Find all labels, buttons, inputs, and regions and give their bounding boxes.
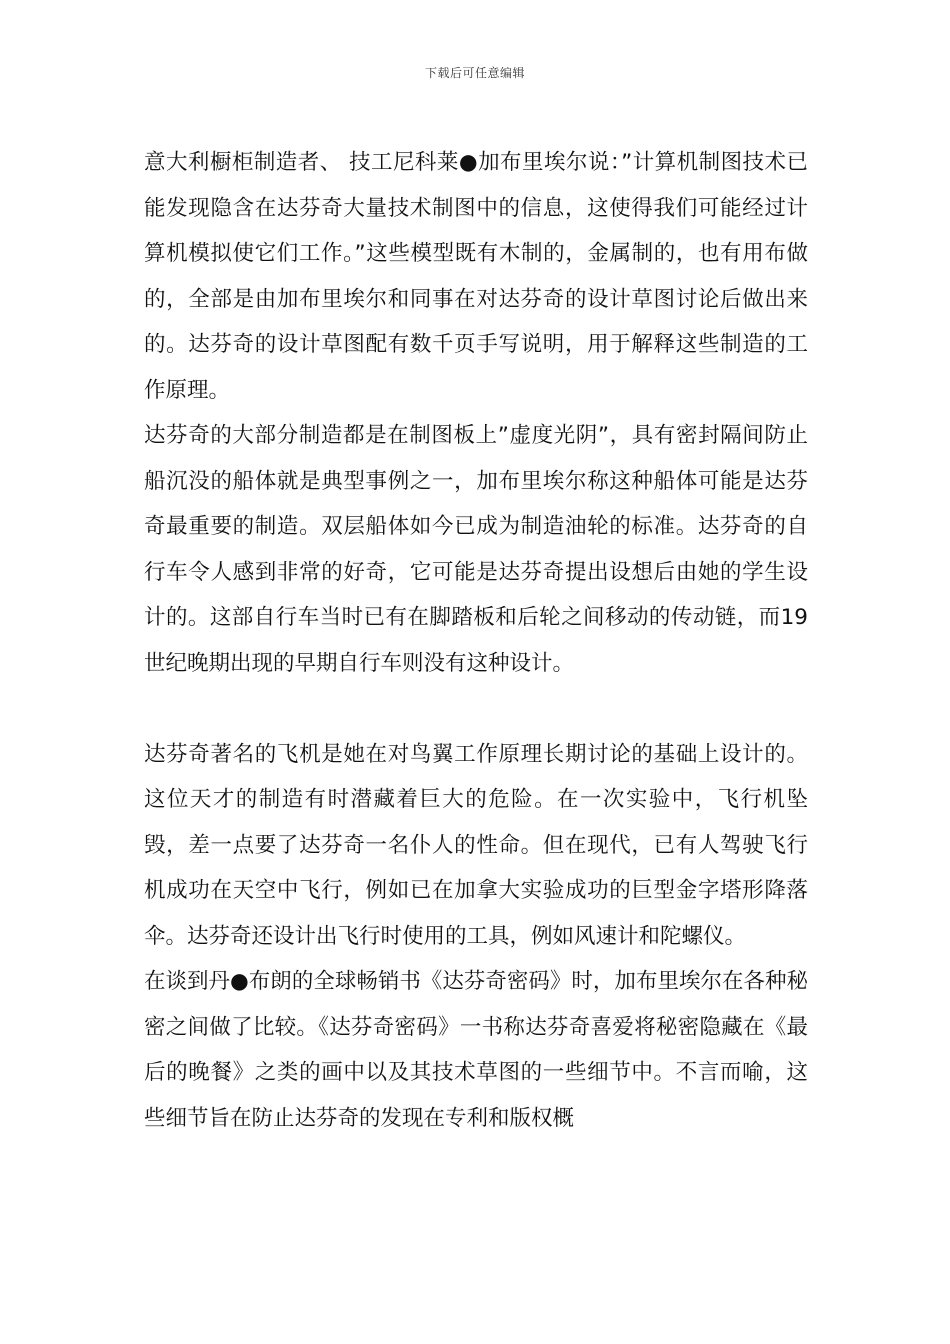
page-header: 下载后可任意编辑 (424, 66, 525, 80)
paragraph-2: 达芬奇的大部分制造都是在制图板上”虚度光阴”，具有密封隔间防止船沉没的船体就是典型事例之一，加布里埃尔称这种船体可能是达芬奇最重要的制造。双层船体如今已成为制造油轮的标准。达芬奇的自行车令人感到非常的好奇，它可能是达芬奇提出设想后由她的学生设计的。这部自行车当时已有在脚踏板和后轮之间移动的传动链，而19世纪晚期出现的早期自行车则没有这种设计。 (144, 423, 808, 676)
blank-line (144, 686, 808, 732)
paragraph-4: 在谈到丹●布朗的全球畅销书《达芬奇密码》时，加布里埃尔在各种秘密之间做了比较。《达芬奇密码》一书称达芬奇喜爱将秘密隐藏在《最后的晚餐》之类的画中以及其技术草图的一些细节中。不言而喻，这些细节旨在防止达芬奇的发现在专利和版权概 (144, 969, 808, 1131)
paragraph-3: 达芬奇著名的飞机是她在对鸟翼工作原理长期讨论的基础上设计的。这位天才的制造有时潜藏着巨大的危险。在一次实验中，飞行机坠毁，差一点要了达芬奇一名仆人的性命。但在现代，已有人驾驶飞行机成功在天空中飞行，例如已在加拿大实验成功的巨型金字塔形降落伞。达芬奇还设计出飞行时使用的工具，例如风速计和陀螺仪。 (144, 741, 808, 949)
paragraph-1: 意大利橱柜制造者、 技工尼科莱●加布里埃尔说：”计算机制图技术已能发现隐含在达芬奇大量技术制图中的信息，这使得我们可能经过计算机模拟使它们工作。”这些模型既有木制的，金属制的，也有用布做的，全部是由加布里埃尔和同事在对达芬奇的设计草图讨论后做出来的。达芬奇的设计草图配有数千页手写说明，用于解释这些制造的工作原理。 (144, 150, 808, 403)
document-body (144, 140, 808, 1141)
